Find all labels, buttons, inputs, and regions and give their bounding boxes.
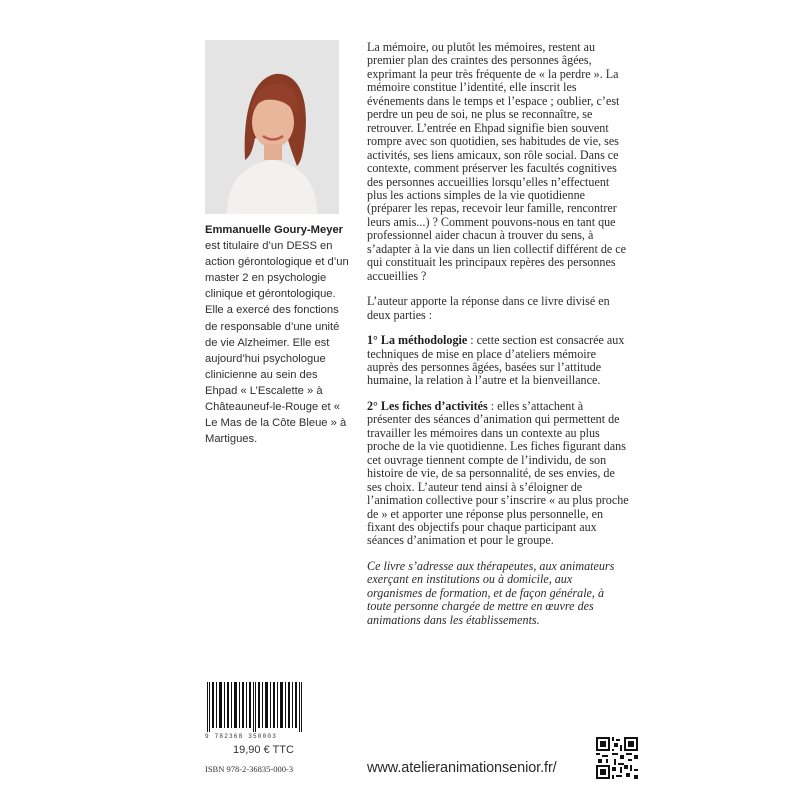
qr-code-icon: [596, 737, 638, 779]
back-cover-text: [367, 41, 629, 639]
author-bio: [205, 222, 350, 447]
barcode-icon: [205, 682, 305, 732]
paragraph-methodology: [367, 334, 629, 388]
methodology-text: : cette section est consacrée aux techniques de mise en place d’ateliers mémoire auprès des personnes âgées, basées sur l’attitude humaine, la relation à l’autre et la bienveillance.: [367, 333, 625, 388]
methodology-heading: 1° La méthodologie: [367, 333, 468, 348]
paragraph-intro: La mémoire, ou plutôt les mémoires, restent au premier plan des craintes des personnes âgées, exprimant la peur très fréquente de « la perdre ». La mémoire constitue l’identité, elle inscrit les événements dans le temps et l’espace ; oublier, c’est perdre un peu de soi, ne plus se reconnaître, se retrouver. L’entrée en Ehpad signifie bien souvent rompre avec son quotidien, ses habitudes de vie, ses activités, ses liens amicaux, son rôle social. Dans ce contexte, comment préserver les facultés cognitives des personnes accueillies lorsqu’elles n’effectuent plus les actions simples de la vie quotidienne (préparer les repas, recevoir leur famille, rencontrer leurs amis...) ? Comment pouvons-nous en tant que professionnel aider chacun à trouver du sens, à s’adapter à la vie dans un lien collectif différent de ce qui constituait les principaux repères des personnes accueillies ?: [367, 40, 626, 283]
paragraph-structure: L’auteur apporte la réponse dans ce livre divisé en deux parties :: [367, 294, 610, 322]
author-name: Emmanuelle Goury-Meyer: [205, 224, 344, 236]
barcode-number: 9 782368 350003: [205, 733, 278, 740]
author-bio-text: est titulaire d’un DESS en action gérontologique et d’un master 2 en psychologie clinique et gérontologique. Elle a exercé des fonctions de responsable d’une unité de vie Alzheimer. Elle est aujourd’hui psychologue clinicienne au sein des Ehpad « L’Escalette » à Châteauneuf-le-Rouge et « Le Mas de la Côte Bleue » à Martigues.: [205, 240, 349, 446]
author-photo: [205, 40, 339, 214]
paragraph-activity-sheets: [367, 400, 629, 548]
price: 19,90 € TTC: [233, 744, 294, 756]
paragraph-audience: Ce livre s’adresse aux thérapeutes, aux animateurs exerçant en institutions ou à domicile, aux organismes de formation, et de façon générale, à toute personne chargée de mettre en œuvre des animations dans les établissements.: [367, 558, 615, 627]
isbn: ISBN 978-2-36835-000-3: [205, 764, 294, 774]
website-url: www.atelieranimationsenior.fr/: [367, 760, 557, 776]
activity-sheets-text: : elles s’attachent à présenter des séances d’animation qui permettent de travailler les mémoires dans un contexte au plus proche de la vie quotidienne. Les fiches figurant dans cet ouvrage tiennent compte de l’individu, de son histoire de vie, de sa personnalité, de ses envies, de ses choix. L’auteur tend ainsi à s’éloigner de l’animation collective pour s’inscrire « au plus proche de » et apporter une réponse plus personnelle, en fixant des objectifs pour chaque participant aux séances d’animation et pour le groupe.: [367, 398, 629, 548]
activity-sheets-heading: 2° Les fiches d’activités: [367, 398, 488, 413]
